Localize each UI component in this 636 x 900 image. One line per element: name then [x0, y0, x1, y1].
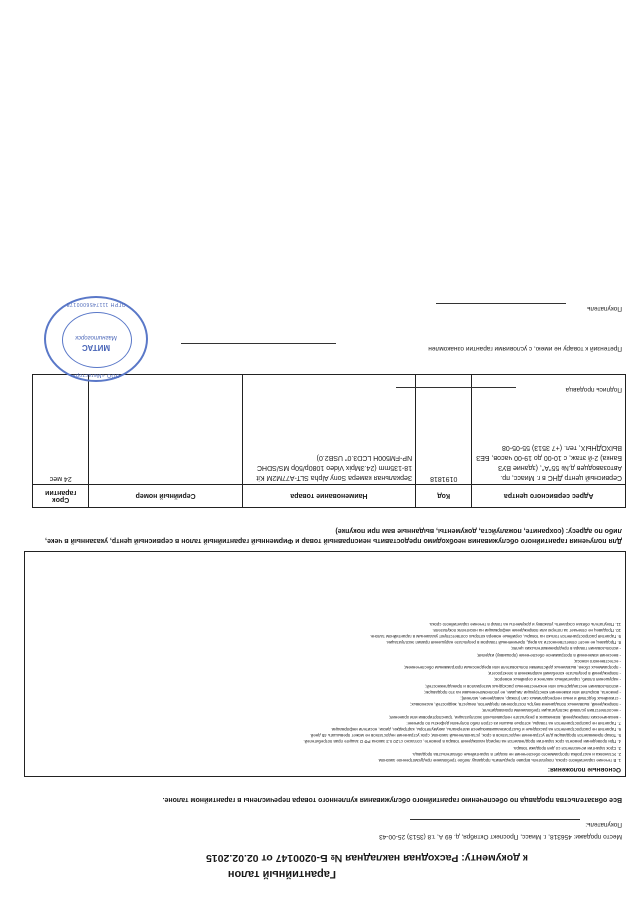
provision-item: 6. Гарантия не распространяется на расходные и быстроизнашивающиеся материалы, аккумуляторы, картриджи, диски, носители информации. — [330, 726, 621, 732]
provision-item: - нарушения пломб, гарантийных наклеек и серийных номеров; — [493, 677, 621, 683]
col-code: Код — [416, 485, 472, 508]
provision-item: 5. Товар принимается продавцом для устранения недостатков в срок, установленный законом; срок устранения недостатков не может превышать 45 дней. — [309, 733, 621, 739]
stamp-center-text: МИТАС — [81, 343, 111, 352]
provision-item: - внесения изменений в программное обеспечение (прошивку) изделия; — [476, 652, 621, 658]
service-instruction: Для получения гарантийного обслуживания необходимо предоставить неисправный товар и Фирменный гарантийный талон в сервисный центр, указанный в чеке, либо по адресу: (сохраните, пожалуйста, документы, выданные вам при покупке) — [45, 527, 622, 544]
document-title: Гарантийный талон — [227, 868, 336, 880]
stamp-inner-ring — [62, 312, 132, 368]
provision-item: 4. При проведении ремонта срок гарантии продлевается на период нахождения товара в ремонте, согласно ст.20 п.3 закона РФ О защите прав потребителей. — [303, 739, 621, 745]
seller-signature-label: Подпись продавца — [565, 386, 622, 393]
stamp-sub-text: Магнитогорск — [75, 334, 117, 340]
document-reference: к документу: Расходная накладная № Б-0200147 от 02.02.2015 — [205, 852, 528, 864]
provision-item: 9. Гарантия распространяется только на товары, серийные номера которых соответствуют указанным в гарантийном талоне. — [369, 633, 621, 639]
buyer-line — [410, 819, 580, 820]
sale-place: Место продажи: 456318, г. Миасс, Проспект Октября, д. 69 А, т.8 (3513) 25-00-43 — [379, 833, 622, 840]
claims-note: Претензий к товару не имею, с условиями гарантии ознакомлен — [428, 345, 622, 352]
cell-product: Зеркальная камера Sony Alpha SLT-A77M2M Kit 18-135mm (24.3Mpix Video 1080p/50p MS/SDHC NP-FM500H LCD3.0" USB2.0) — [242, 375, 415, 485]
provision-item: - использования нестандартных или некачественных расходных материалов и принадлежностей; — [425, 683, 621, 689]
cell-code: 0191818 — [416, 375, 472, 485]
col-address: Адрес сервисного центра — [472, 485, 626, 508]
cell-warranty: 24 мес — [33, 375, 89, 485]
provision-item: 11. Покупатель обязан сохранять упаковку и документы на товар в течение гарантийного срока. — [428, 621, 621, 627]
provision-item: - повреждений, вызванных попаданием внутрь посторонних предметов, веществ, жидкостей, насекомых; — [410, 702, 621, 708]
obligations-header: Все обязательства продавца по обеспечению гарантийного обслуживания купленного товара перечислены в гарантийном талоне. — [162, 796, 622, 803]
col-warranty: Срок гарантии — [33, 485, 89, 508]
col-serial: Серийный номер — [89, 485, 242, 508]
main-provisions-label: Основные положения: — [547, 766, 621, 773]
cell-address: Сервисный центр ДНС в г. Миасс, пр. Автозаводцев д.№ 55"А", (здание ВУЗ Банка) 2-й этаж, с 10-00 до 19-00 часов, БЕЗ ВЫХОДНЫХ, тел. (+7 3513) 55-05-08 — [472, 375, 626, 485]
seller-stamp — [44, 296, 148, 382]
provision-item: - программных сбоев, вызванных действиями пользователя или вредоносным программным обеспечением; — [403, 664, 621, 670]
provision-item: 3. Срок гарантии исчисляется со дня продажи товара. — [512, 745, 621, 751]
table-row — [33, 375, 626, 485]
table-header-row — [33, 485, 626, 508]
provision-item: - стихийных бедствий и иных непреодолимых сил (пожар, наводнение, молния); — [460, 695, 621, 701]
provision-item: 10. Продавец не отвечает за потерю или повреждение информации на носителях покупателя. — [432, 627, 621, 633]
provision-item: 1. В течение гарантийного срока, покупатель вправе предъявить продавцу любое требование предусмотренное законом. — [377, 758, 621, 763]
provision-item: - механических повреждений, возникших в результате неправильной эксплуатации, транспортировки или хранения; — [388, 714, 621, 720]
provisions-list — [29, 620, 621, 763]
stamp-top-text: ООО «Мегастор» — [72, 372, 120, 378]
buyer-signature-label: Покупатель — [587, 305, 622, 312]
claims-signature-line — [181, 343, 336, 344]
provision-item: - несоответствия условий эксплуатации требованиям производителя; — [481, 708, 621, 714]
provision-item: 2. Установка и настройка программного обеспечения не входит в гарантийные обязательства продавца. — [412, 751, 621, 757]
seller-signature-line — [396, 387, 516, 388]
provision-item: - повреждений в результате колебаний напряжения в электросети; — [487, 671, 621, 677]
stamp-bottom-text: ОГРН 1117456000178 — [66, 301, 126, 307]
provision-item: - использования товара в предпринимательских целях; — [510, 646, 621, 652]
buyer-signature-line — [436, 303, 566, 304]
provision-item: 7. Гарантия не распространяется на товары, которые вышли из строя либо получили дефекты по причине: — [406, 720, 621, 726]
provision-item: 8. Продавец не несёт ответственности за вред, причинённый товаром в результате нарушения правил эксплуатации. — [385, 640, 621, 646]
cell-serial — [89, 375, 242, 485]
provisions-box — [24, 551, 626, 777]
provision-item: - ремонта, вскрытия или изменения конструкции лицами, не уполномоченными на это продавцом; — [424, 689, 621, 695]
provision-item: - естественного износа; — [573, 658, 621, 664]
col-product: Наименование товара — [242, 485, 415, 508]
buyer-label: Покупатель: — [585, 821, 622, 828]
service-table — [32, 374, 626, 508]
